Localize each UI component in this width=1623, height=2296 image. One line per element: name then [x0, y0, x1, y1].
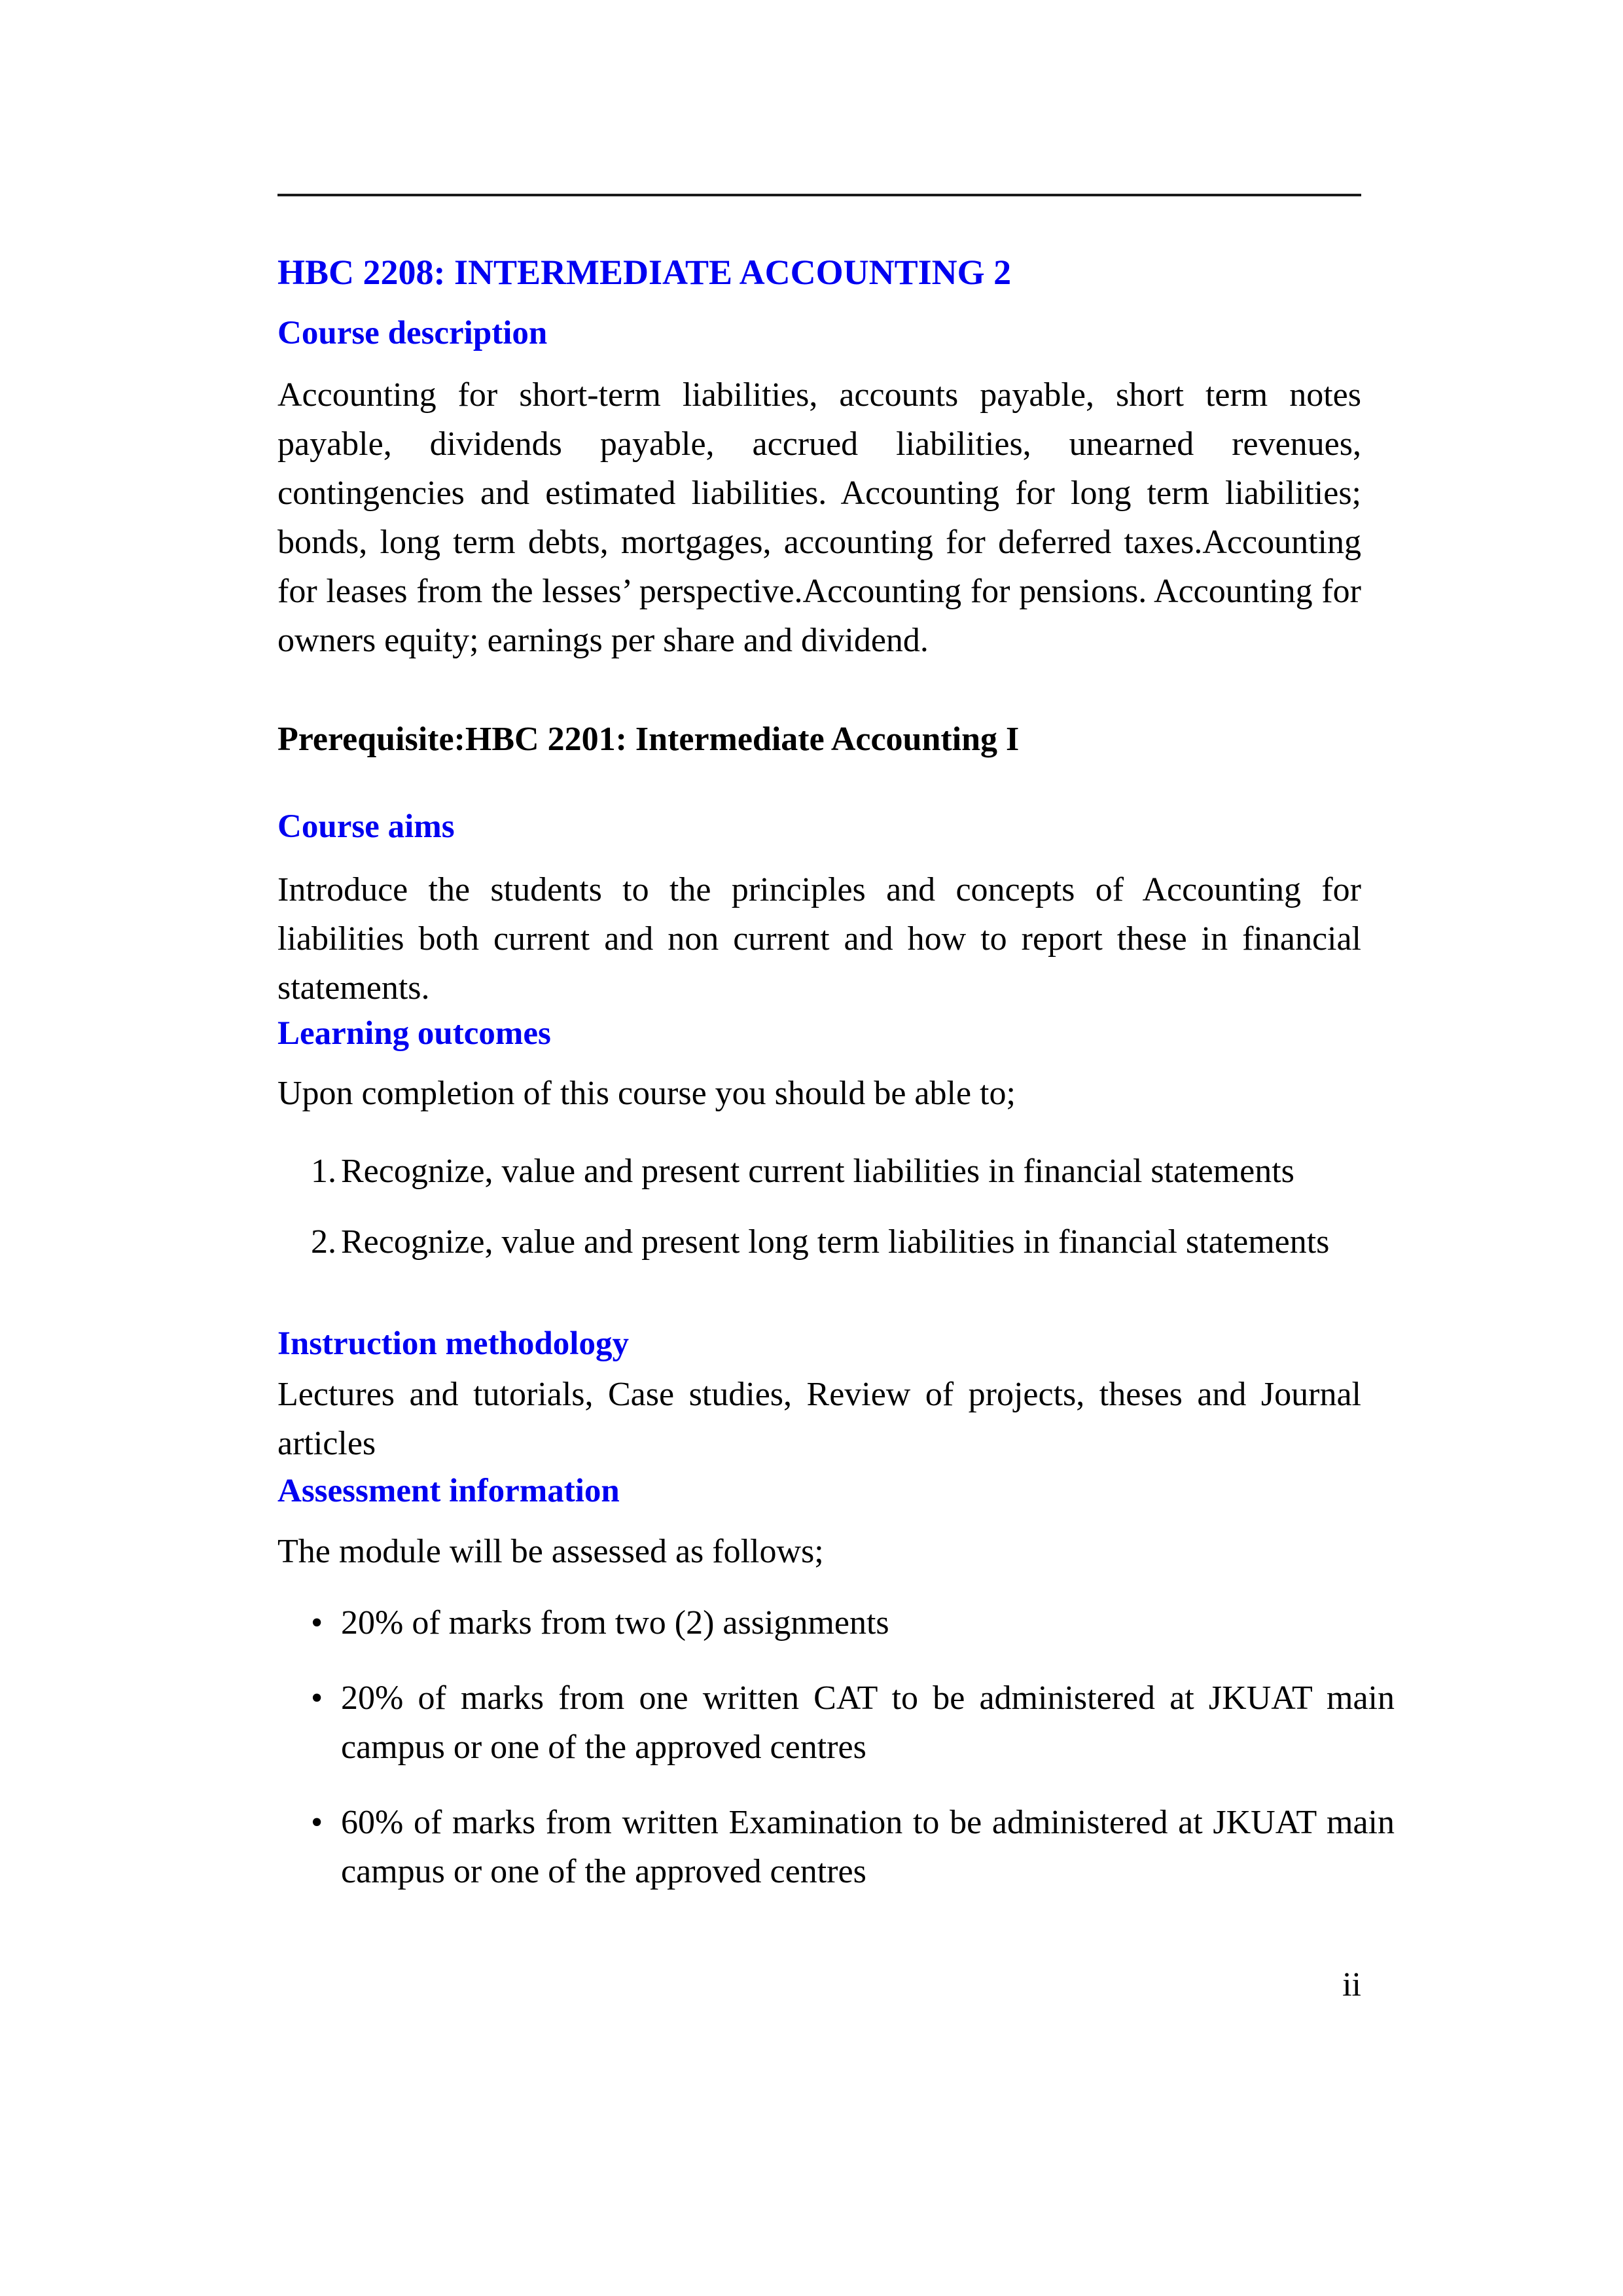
assessment-list — [277, 1598, 1395, 1896]
list-item-text: Recognize, value and present current liabilities in financial statements — [341, 1153, 1294, 1190]
course-title: HBC 2208: INTERMEDIATE ACCOUNTING 2 — [277, 253, 1012, 292]
list-item-text: 20% of marks from one written CAT to be administered at JKUAT main campus or one of the approved centres — [341, 1679, 1395, 1766]
list-item-text: 20% of marks from two (2) assignments — [341, 1604, 889, 1641]
list-item-text: Recognize, value and present long term liabilities in financial statements — [341, 1223, 1330, 1261]
list-item — [311, 1217, 1395, 1266]
list-item — [311, 1798, 1395, 1896]
header-rule — [277, 194, 1361, 196]
course-aims-paragraph: Introduce the students to the principles and concepts of Accounting for liabilities both current and non current and how to report these in financial statements. — [277, 871, 1361, 1007]
section-heading-learning-outcomes: Learning outcomes — [277, 1015, 551, 1052]
bullet-icon: • — [311, 1604, 323, 1641]
list-item-text: 60% of marks from written Examination to be administered at JKUAT main campus or one of the approved centres — [341, 1804, 1395, 1890]
list-item — [311, 1147, 1395, 1196]
list-item — [311, 1598, 1395, 1647]
list-item-number: 1. — [311, 1153, 336, 1190]
prerequisite-line: Prerequisite:HBC 2201: Intermediate Accounting I — [277, 721, 1020, 758]
instruction-methodology-paragraph: Lectures and tutorials, Case studies, Review of projects, theses and Journal articles — [277, 1376, 1361, 1462]
course-description-paragraph: Accounting for short-term liabilities, accounts payable, short term notes payable, dividends payable, accrued liabilities, unearned revenues, contingencies and estimated liabilities. Accounting for long term liabilities; bonds, long term debts, mortgages, accounting for deferred taxes.Accounting for leases from the lesses’ perspective.Accounting for pensions. Accounting for owners equity; earnings per share and dividend. — [277, 376, 1361, 659]
learning-outcomes-list — [277, 1147, 1395, 1266]
section-heading-instruction-methodology: Instruction methodology — [277, 1325, 629, 1362]
section-heading-course-aims: Course aims — [277, 808, 455, 845]
list-item — [311, 1674, 1395, 1772]
section-heading-course-description: Course description — [277, 315, 548, 351]
bullet-icon: • — [311, 1679, 323, 1717]
section-heading-assessment-information: Assessment information — [277, 1473, 620, 1509]
assessment-intro: The module will be assessed as follows; — [277, 1533, 824, 1570]
learning-outcomes-intro: Upon completion of this course you should be able to; — [277, 1075, 1016, 1112]
page-number: ii — [1342, 1966, 1361, 2003]
list-item-number: 2. — [311, 1223, 336, 1261]
bullet-icon: • — [311, 1804, 323, 1841]
